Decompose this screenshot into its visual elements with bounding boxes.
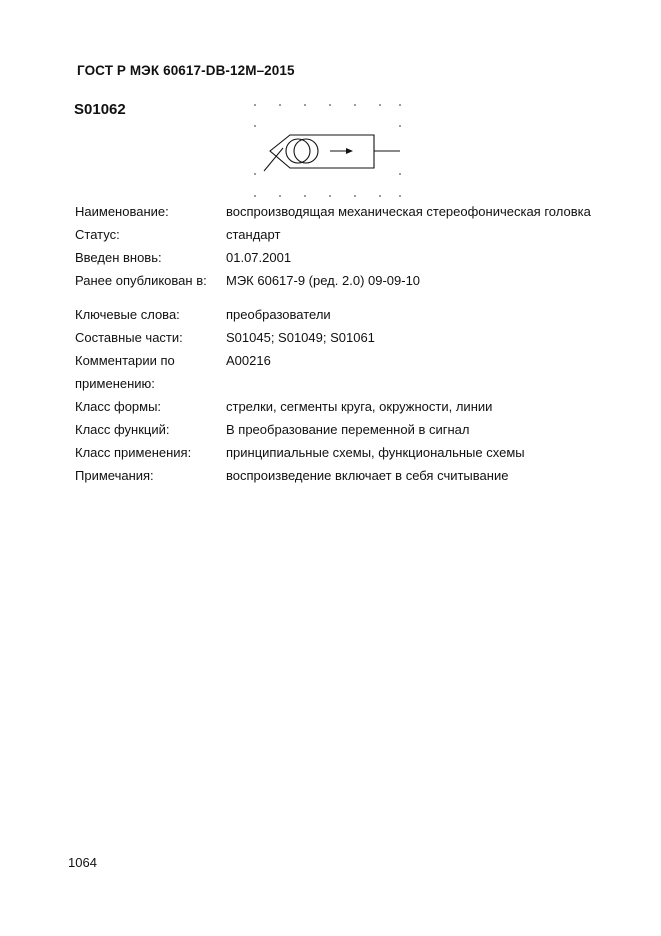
field-label: Класс формы: [75, 399, 162, 414]
symbol-properties [75, 200, 595, 487]
field-label: Ранее опубликован в: [75, 273, 207, 288]
field-value: стандарт [226, 227, 281, 242]
field-value: стрелки, сегменты круга, окружности, линии [226, 399, 493, 414]
field-value: воспроизводящая механическая стереофоническая головка [226, 204, 591, 219]
field-value: принципиальные схемы, функциональные схемы [226, 445, 525, 460]
field-label: Введен вновь: [75, 250, 162, 265]
field-value: 01.07.2001 [226, 250, 292, 265]
field-row-keywords [75, 303, 595, 326]
field-value: воспроизведение включает в себя считывание [226, 468, 509, 483]
page-number: 1064 [68, 855, 97, 870]
field-row-application-class [75, 441, 595, 464]
field-label: Примечания: [75, 468, 154, 483]
field-value: преобразователи [226, 307, 331, 322]
symbol-code: S01062 [74, 101, 126, 118]
field-label: Наименование: [75, 204, 169, 219]
field-value: A00216 [226, 353, 271, 368]
field-value: В преобразование переменной в сигнал [226, 422, 470, 437]
field-value: МЭК 60617-9 (ред. 2.0) 09-09-10 [226, 273, 421, 288]
field-label: Ключевые слова: [75, 307, 180, 322]
field-row-name [75, 200, 595, 223]
stereo-playback-head-symbol-icon [250, 96, 410, 204]
field-row-function-class [75, 418, 595, 441]
field-row-status [75, 223, 595, 246]
field-row-introduced [75, 246, 595, 269]
field-row-notes [75, 464, 595, 487]
field-row-comments [75, 349, 595, 395]
field-label: Составные части: [75, 330, 183, 345]
field-label: Класс функций: [75, 422, 170, 437]
field-row-shape-class [75, 395, 595, 418]
field-label: Комментарии по применению: [75, 353, 175, 391]
field-row-published [75, 269, 595, 292]
field-row-components [75, 326, 595, 349]
field-label: Класс применения: [75, 445, 192, 460]
document-header: ГОСТ Р МЭК 60617-DB-12M–2015 [77, 63, 295, 78]
field-value: S01045; S01049; S01061 [226, 330, 375, 345]
field-label: Статус: [75, 227, 120, 242]
